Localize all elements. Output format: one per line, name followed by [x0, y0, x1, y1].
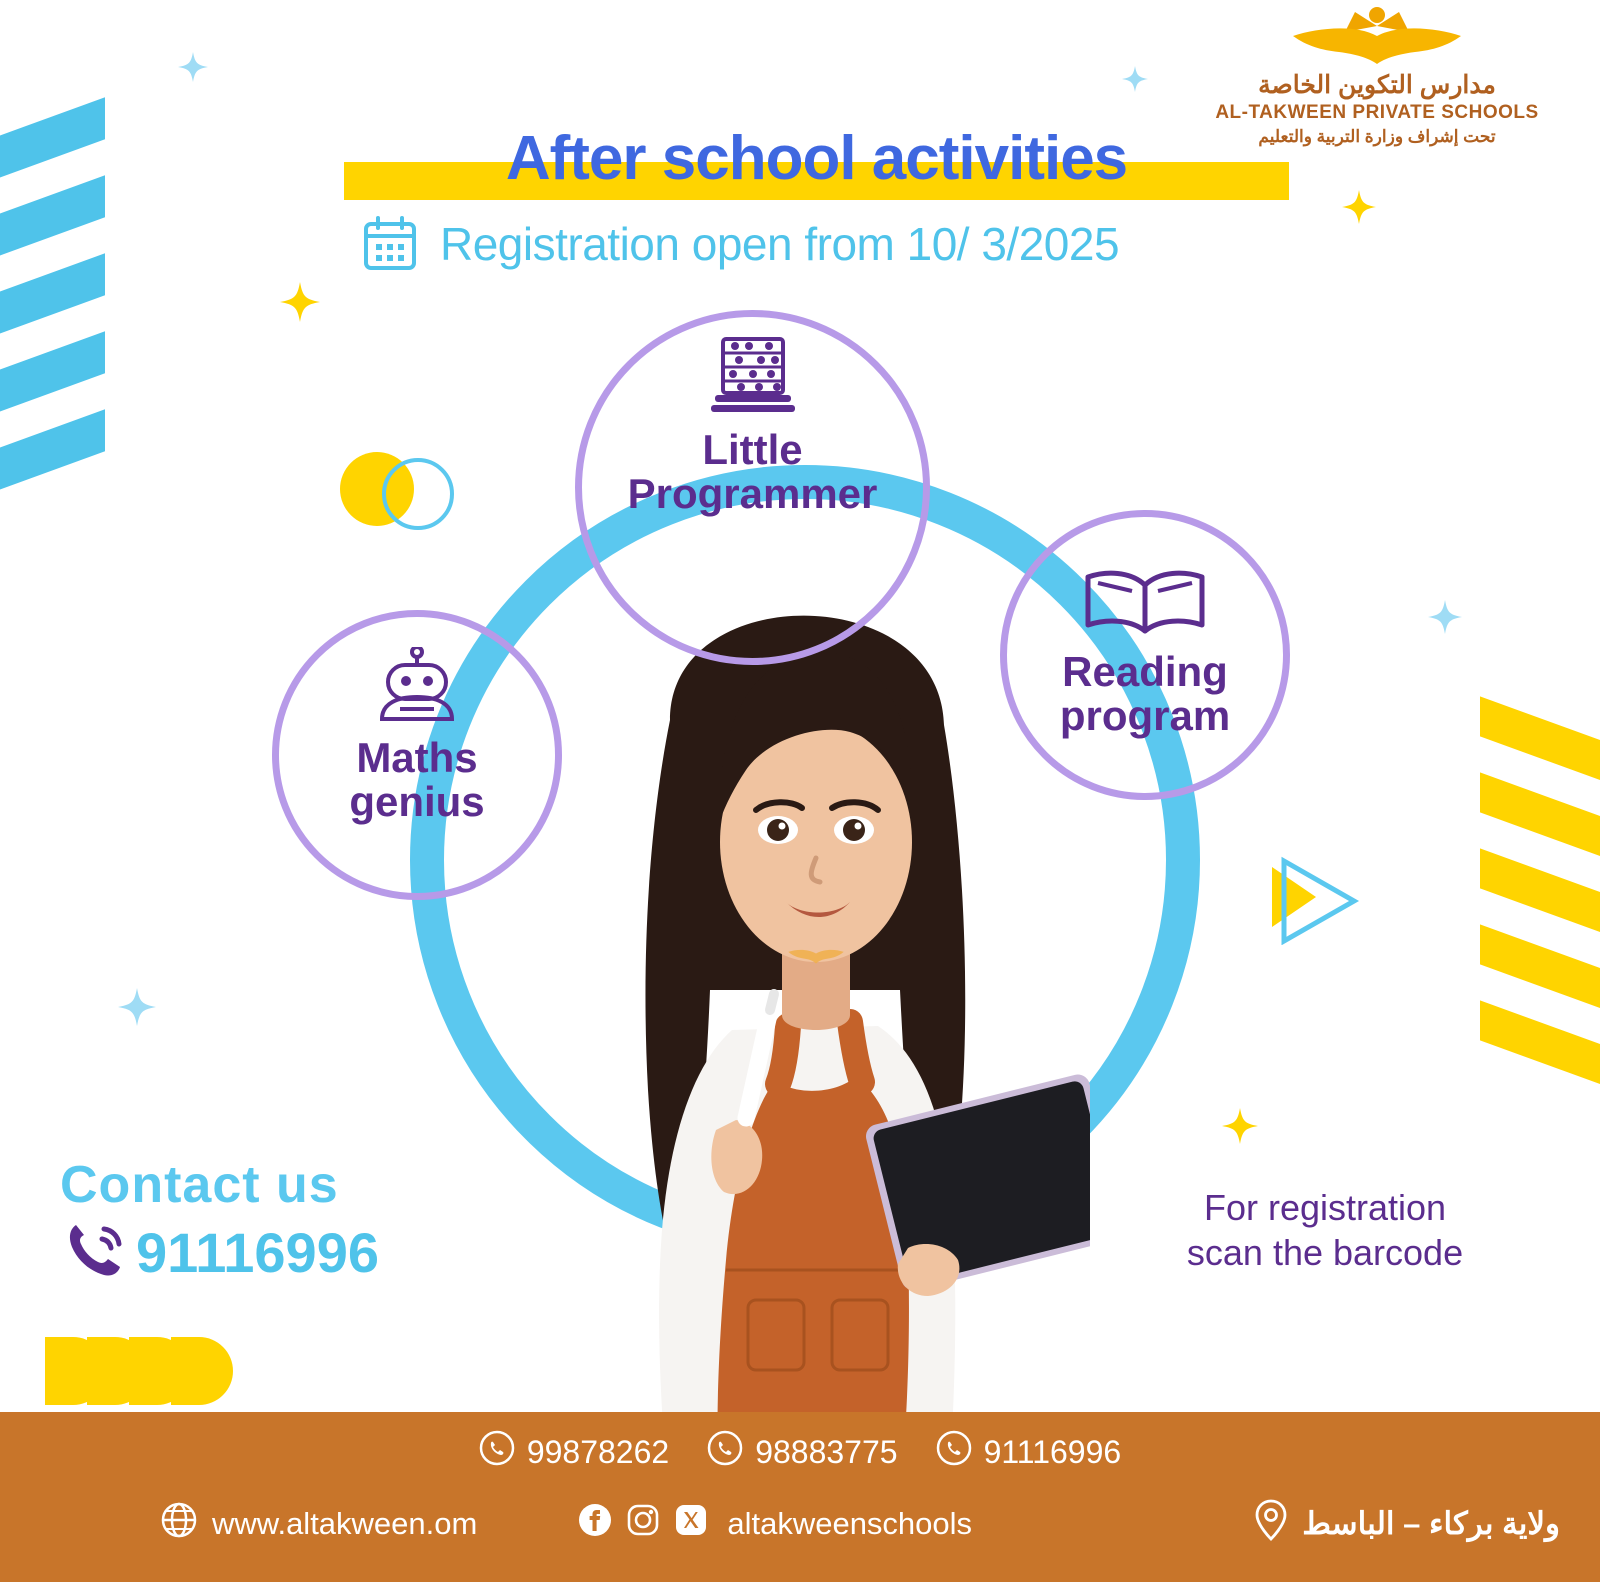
facebook-icon[interactable] — [577, 1502, 613, 1546]
calendar-icon — [362, 216, 418, 272]
instagram-icon[interactable] — [625, 1502, 661, 1546]
logo-english-name: AL-TAKWEEN PRIVATE SCHOOLS — [1215, 102, 1539, 123]
map-pin-icon — [1252, 1498, 1290, 1550]
sparkle-icon — [118, 988, 156, 1026]
program-label: Little Programmer — [627, 426, 878, 518]
logo-arabic-subtitle: تحت إشراف وزارة التربية والتعليم — [1258, 127, 1496, 146]
contact-heading: Contact us — [60, 1156, 339, 1214]
registration-text: Registration open from 10/ 3/2025 — [440, 218, 1120, 270]
whatsapp-number: 91116996 — [983, 1433, 1122, 1470]
sparkle-icon — [1122, 66, 1148, 92]
phone-icon — [60, 1217, 126, 1288]
decor-triangle — [1270, 855, 1360, 945]
sparkle-icon — [1342, 190, 1376, 224]
decor-yellow-moons — [45, 1337, 245, 1407]
decor-blue-stripes — [0, 120, 110, 500]
open-book-icon — [1080, 567, 1210, 642]
program-bubble-little-programmer[interactable] — [575, 310, 930, 665]
whatsapp-icon — [479, 1430, 515, 1474]
program-bubble-reading-program[interactable] — [1000, 510, 1290, 800]
whatsapp-icon — [707, 1430, 743, 1474]
footer-bar — [0, 1412, 1600, 1582]
page-title — [344, 124, 1294, 200]
program-label: Maths genius — [349, 734, 485, 826]
logo-arabic-name: مدارس التكوين الخاصة — [1258, 71, 1496, 99]
sparkle-icon — [1428, 600, 1462, 634]
registration-line — [362, 216, 1119, 272]
whatsapp-contact[interactable] — [707, 1430, 897, 1474]
social-handle: altakweenschools — [727, 1506, 973, 1541]
contact-block — [60, 1155, 440, 1288]
barcode-instruction: For registration scan the barcode — [1186, 1187, 1464, 1273]
contact-phone[interactable]: 91116996 — [136, 1221, 379, 1284]
location-info — [1252, 1498, 1560, 1550]
school-logo — [1212, 6, 1542, 147]
title-text: After school activities — [505, 124, 1128, 193]
location-text: ولاية بركاء – الباسط — [1302, 1506, 1560, 1541]
whatsapp-number: 99878262 — [526, 1433, 670, 1470]
decor-yellow-stripes — [1470, 720, 1600, 1100]
sparkle-icon — [178, 52, 208, 82]
program-label: Reading program — [1059, 648, 1231, 740]
whatsapp-contact[interactable] — [936, 1430, 1122, 1474]
whatsapp-contact[interactable] — [479, 1430, 669, 1474]
program-bubble-maths-genius[interactable] — [272, 610, 562, 900]
decor-circles — [340, 452, 460, 542]
globe-icon — [160, 1501, 198, 1547]
sparkle-icon — [280, 282, 320, 322]
abacus-icon — [709, 335, 797, 420]
footer-whatsapp-row — [0, 1430, 1600, 1474]
robot-icon — [372, 647, 462, 728]
website-text: www.altakween.om — [212, 1506, 478, 1541]
whatsapp-icon — [936, 1430, 972, 1474]
x-twitter-icon[interactable] — [673, 1502, 709, 1546]
open-book-crown-logo-icon — [1277, 6, 1477, 68]
website-link[interactable] — [160, 1501, 477, 1547]
whatsapp-number: 98883775 — [755, 1433, 898, 1470]
sparkle-icon — [1222, 1108, 1258, 1144]
social-links[interactable] — [577, 1502, 972, 1546]
footer-links-row — [0, 1498, 1600, 1550]
